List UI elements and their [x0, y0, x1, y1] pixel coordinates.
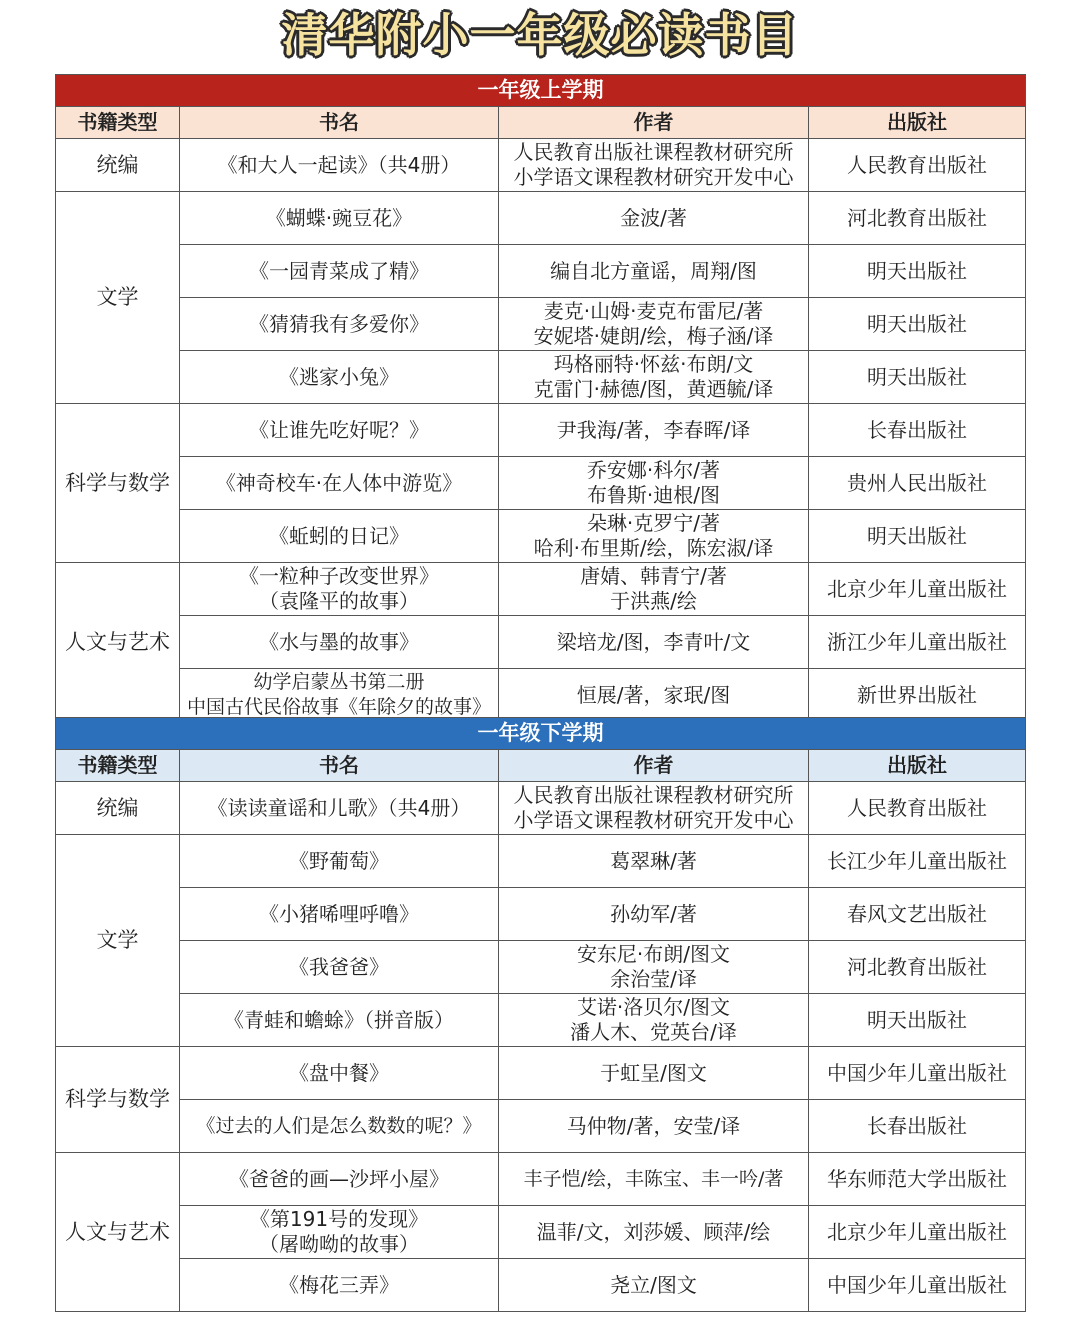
semester1-table [55, 74, 1026, 722]
author-line: 人民教育出版社课程教材研究所 [513, 783, 794, 807]
author-cell [499, 782, 809, 835]
author-line: 编自北方童谣，周翔/图 [550, 258, 757, 283]
table-row [56, 510, 1026, 563]
author-line: 麦克·山姆·麦克布雷尼/著 [543, 299, 764, 323]
book-cell [180, 1206, 499, 1259]
author-line: 小学语文课程教材研究开发中心 [513, 165, 794, 189]
table-row [56, 139, 1026, 192]
book-cell [180, 1153, 499, 1206]
table-row [56, 1153, 1026, 1206]
author-line: 尧立/图文 [610, 1272, 697, 1297]
book-cell: 《和大人一起读》（共4册） [180, 139, 499, 192]
table-row [56, 563, 1026, 616]
author-line: 温菲/文，刘莎媛、顾萍/绘 [536, 1219, 771, 1244]
book-cell [180, 1259, 499, 1312]
page-title: 清华附小一年级必读书目 [281, 8, 799, 62]
semester1-banner [56, 75, 1026, 107]
author-cell [499, 192, 809, 245]
book-cell: 《蚯蚓的日记》 [180, 510, 499, 563]
category-cell: 文学 [56, 192, 180, 404]
author-line: 葛翠琳/著 [610, 848, 697, 873]
publisher-cell: 明天出版社 [809, 245, 1026, 298]
author-line: 于洪燕/绘 [610, 589, 697, 613]
header-book: 书名 [180, 750, 499, 782]
author-cell [499, 510, 809, 563]
author-cell [499, 616, 809, 669]
publisher-cell: 明天出版社 [809, 351, 1026, 404]
author-line: 小学语文课程教材研究开发中心 [513, 808, 794, 832]
author-line: 安妮塔·婕朗/绘，梅子涵/译 [533, 324, 774, 348]
author-cell [499, 1153, 809, 1206]
publisher-cell: 河北教育出版社 [809, 941, 1026, 994]
category-cell: 科学与数学 [56, 404, 180, 563]
semester2-table [55, 717, 1026, 1312]
publisher-cell: 北京少年儿童出版社 [809, 563, 1026, 616]
book-line: 《第191号的发现》 [249, 1207, 429, 1231]
publisher-cell: 浙江少年儿童出版社 [809, 616, 1026, 669]
author-line: 玛格丽特·怀兹·布朗/文 [553, 352, 754, 376]
book-line: 中国古代民俗故事《年除夕的故事》 [186, 696, 491, 718]
author-cell [499, 835, 809, 888]
publisher-cell: 河北教育出版社 [809, 192, 1026, 245]
author-line: 丰子恺/绘，丰陈宝、丰一吟/著 [523, 1167, 784, 1190]
book-cell: 《盘中餐》 [180, 1047, 499, 1100]
publisher-cell: 明天出版社 [809, 994, 1026, 1047]
publisher-cell: 明天出版社 [809, 298, 1026, 351]
publisher-cell: 明天出版社 [809, 510, 1026, 563]
author-cell [499, 1100, 809, 1153]
publisher-cell: 华东师范大学出版社 [809, 1153, 1026, 1206]
author-cell [499, 563, 809, 616]
header-category: 书籍类型 [56, 107, 180, 139]
table-row [56, 1047, 1026, 1100]
book-line: 幼学启蒙丛书第二册 [253, 671, 425, 693]
header-category: 书籍类型 [56, 750, 180, 782]
author-cell [499, 457, 809, 510]
publisher-cell: 长春出版社 [809, 1100, 1026, 1153]
publisher-cell: 新世界出版社 [809, 669, 1026, 722]
author-line: 潘人木、党英台/译 [570, 1020, 737, 1044]
header-publisher: 出版社 [809, 107, 1026, 139]
book-line: （屠呦呦的故事） [259, 1232, 419, 1256]
author-cell [499, 888, 809, 941]
book-line: 《一粒种子改变世界》 [239, 564, 439, 588]
author-line: 安东尼·布朗/图文 [576, 942, 731, 966]
header-publisher: 出版社 [809, 750, 1026, 782]
semester2-label: 一年级下学期 [56, 718, 1026, 750]
table-row [56, 1100, 1026, 1153]
table-row [56, 616, 1026, 669]
table-row [56, 351, 1026, 404]
table-row [56, 888, 1026, 941]
author-cell [499, 1259, 809, 1312]
author-line: 金波/著 [620, 205, 687, 230]
book-cell [180, 669, 499, 722]
table-row [56, 994, 1026, 1047]
author-line: 乔安娜·科尔/著 [586, 458, 721, 482]
author-line: 布鲁斯·迪根/图 [586, 483, 721, 507]
book-cell: 《猜猜我有多爱你》 [180, 298, 499, 351]
author-line: 孙幼军/著 [610, 901, 697, 926]
author-line: 艾诺·洛贝尔/图文 [576, 995, 731, 1019]
table-header [56, 750, 1026, 782]
author-cell [499, 404, 809, 457]
category-cell: 文学 [56, 835, 180, 1047]
book-cell: 《读读童谣和儿歌》（共4册） [180, 782, 499, 835]
book-cell: 《过去的人们是怎么数数的呢？》 [180, 1100, 499, 1153]
category-cell: 人文与艺术 [56, 563, 180, 722]
author-line: 唐婧、韩青宁/著 [580, 564, 727, 588]
book-cell: 《逃家小兔》 [180, 351, 499, 404]
book-cell [180, 616, 499, 669]
header-book: 书名 [180, 107, 499, 139]
author-line: 哈利·布里斯/绘，陈宏淑/译 [533, 536, 774, 560]
table-header [56, 107, 1026, 139]
publisher-cell: 贵州人民出版社 [809, 457, 1026, 510]
author-line: 梁培龙/图，李青叶/文 [556, 629, 751, 654]
semester2-banner [56, 718, 1026, 750]
publisher-cell: 长春出版社 [809, 404, 1026, 457]
book-line: 《爸爸的画—沙坪小屋》 [229, 1166, 449, 1191]
table-row [56, 298, 1026, 351]
semester1-label: 一年级上学期 [56, 75, 1026, 107]
author-line: 恒展/著，家珉/图 [576, 682, 731, 707]
table-row [56, 192, 1026, 245]
table-row [56, 835, 1026, 888]
table-row [56, 1206, 1026, 1259]
table-row [56, 1259, 1026, 1312]
publisher-cell: 北京少年儿童出版社 [809, 1206, 1026, 1259]
book-cell: 《我爸爸》 [180, 941, 499, 994]
publisher-cell: 中国少年儿童出版社 [809, 1047, 1026, 1100]
publisher-cell: 人民教育出版社 [809, 782, 1026, 835]
publisher-cell: 人民教育出版社 [809, 139, 1026, 192]
book-cell: 《神奇校车·在人体中游览》 [180, 457, 499, 510]
author-line: 余治莹/译 [610, 967, 697, 991]
book-cell: 《一园青菜成了精》 [180, 245, 499, 298]
author-cell [499, 139, 809, 192]
category-cell: 科学与数学 [56, 1047, 180, 1153]
book-cell [180, 563, 499, 616]
book-cell: 《野葡萄》 [180, 835, 499, 888]
table-row [56, 669, 1026, 722]
book-cell: 《小猪唏哩呼噜》 [180, 888, 499, 941]
author-cell [499, 1206, 809, 1259]
book-cell: 《让谁先吃好呢？》 [180, 404, 499, 457]
author-cell [499, 351, 809, 404]
author-cell [499, 245, 809, 298]
category-cell: 统编 [56, 782, 180, 835]
author-cell [499, 994, 809, 1047]
category-cell: 统编 [56, 139, 180, 192]
book-line: 《梅花三弄》 [279, 1272, 399, 1297]
table-row [56, 782, 1026, 835]
table-row [56, 941, 1026, 994]
book-line: 《水与墨的故事》 [259, 629, 419, 654]
table-row [56, 457, 1026, 510]
table-row [56, 245, 1026, 298]
publisher-cell: 中国少年儿童出版社 [809, 1259, 1026, 1312]
table-row [56, 404, 1026, 457]
author-line: 尹我海/著，李春晖/译 [556, 417, 751, 442]
book-line: （袁隆平的故事） [259, 589, 419, 613]
category-cell: 人文与艺术 [56, 1153, 180, 1312]
author-cell [499, 669, 809, 722]
publisher-cell: 春风文艺出版社 [809, 888, 1026, 941]
publisher-cell: 长江少年儿童出版社 [809, 835, 1026, 888]
author-line: 朵琳·克罗宁/著 [586, 511, 721, 535]
author-line: 克雷门·赫德/图，黄迺毓/译 [533, 377, 774, 401]
author-line: 人民教育出版社课程教材研究所 [513, 140, 794, 164]
header-author: 作者 [499, 750, 809, 782]
author-line: 马仲物/著，安莹/译 [566, 1113, 741, 1138]
author-cell [499, 1047, 809, 1100]
author-cell [499, 298, 809, 351]
book-cell: 《青蛙和蟾蜍》（拼音版） [180, 994, 499, 1047]
author-cell [499, 941, 809, 994]
author-line: 于虹呈/图文 [600, 1060, 707, 1085]
header-author: 作者 [499, 107, 809, 139]
book-cell: 《蝴蝶·豌豆花》 [180, 192, 499, 245]
